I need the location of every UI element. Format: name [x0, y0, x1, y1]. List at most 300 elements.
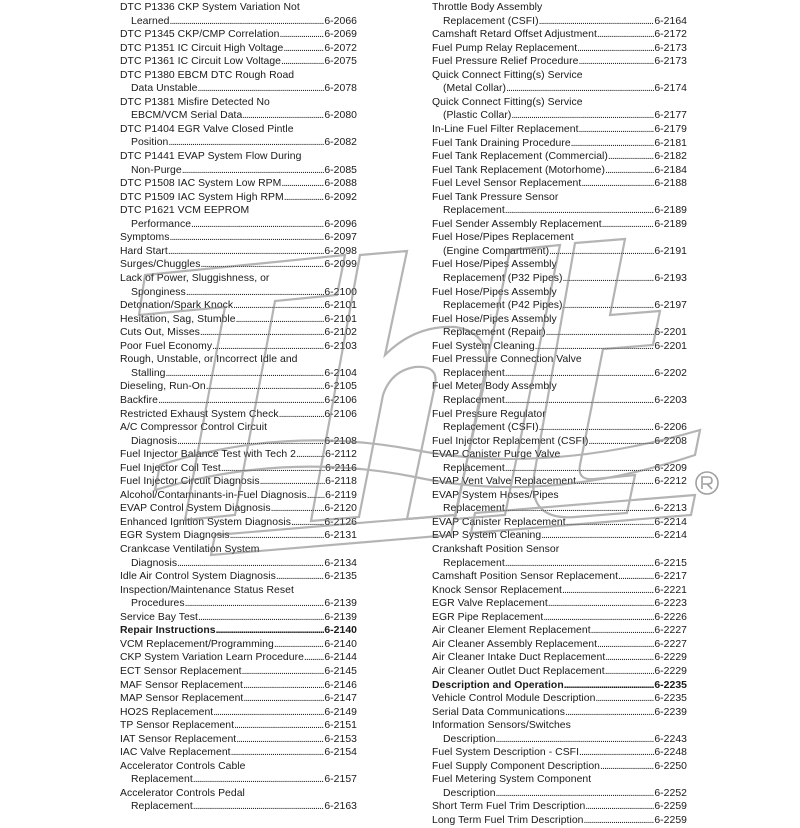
leader-dots [496, 733, 655, 747]
entry-title-line [120, 299, 357, 313]
index-entry-dtc-p1336-ckp-system-variation-not [120, 1, 357, 28]
leader-dots [242, 665, 325, 679]
entry-title: Learned [131, 15, 170, 27]
entry-title-line-wrapped [432, 448, 687, 462]
page-number: 6-2215 [654, 557, 687, 569]
leader-dots [198, 611, 324, 625]
entry-title-line [432, 123, 687, 137]
leader-dots [541, 529, 654, 543]
entry-title-line [432, 218, 687, 232]
entry-title-line [120, 380, 357, 394]
index-entry-knock-sensor-replacement [432, 584, 687, 598]
entry-title-line [120, 28, 357, 42]
entry-title: DTC P1380 EBCM DTC Rough Road [120, 69, 295, 81]
entry-title: Replacement [131, 774, 193, 786]
index-entry-dtc-p1351-ic-circuit-high-voltage [120, 42, 357, 56]
entry-title: Fuel Injector Replacement (CSFI) [432, 435, 589, 447]
page-number: 6-2075 [324, 56, 357, 68]
entry-title: Knock Sensor Replacement [432, 584, 562, 596]
index-entry-rough-unstable-or-incorrect-idle-and [120, 353, 357, 380]
entry-title-line [120, 679, 357, 693]
entry-title: A/C Compressor Control Circuit [120, 422, 268, 434]
entry-title: EBCM/VCM Serial Data [131, 110, 243, 122]
index-entry-fuel-pressure-regulator [432, 408, 687, 435]
entry-title-line [120, 313, 357, 327]
entry-title: Air Cleaner Assembly Replacement [432, 638, 598, 650]
entry-title-line-wrapped [432, 719, 687, 733]
entry-title: Procedures [131, 598, 185, 610]
page-number: 6-2105 [324, 381, 357, 393]
index-entry-ect-sensor-replacement [120, 665, 357, 679]
leader-dots [548, 597, 655, 611]
entry-title-line [120, 136, 357, 150]
index-entry-surges-chuggles [120, 258, 357, 272]
entry-title-line [432, 746, 687, 760]
page-number: 6-2102 [324, 327, 357, 339]
entry-title-line [120, 462, 357, 476]
index-entry-egr-system-diagnosis [120, 529, 357, 543]
entry-title: Crankcase Ventilation System [120, 544, 260, 555]
entry-title-line [120, 800, 357, 814]
entry-title-line-wrapped [432, 353, 687, 367]
page-number: 6-2131 [324, 530, 357, 542]
entry-title-line [120, 611, 357, 625]
entry-title-line [120, 529, 357, 543]
leader-dots [564, 679, 655, 693]
leader-dots [158, 394, 324, 408]
page-number: 6-2146 [324, 679, 357, 691]
entry-title: DTC P1351 IC Circuit High Voltage [120, 42, 284, 54]
entry-title: TP Sensor Replacement [120, 720, 235, 732]
page-number: 6-2259 [654, 815, 687, 826]
entry-title: Replacement [443, 205, 505, 217]
index-entry-iac-valve-replacement [120, 746, 357, 760]
entry-title: Hesitation, Sag, Stumble [120, 313, 236, 325]
page-number: 6-2206 [654, 422, 687, 434]
page-number: 6-2179 [654, 123, 687, 135]
entry-title-line [432, 204, 687, 218]
entry-title: (Plastic Collar) [443, 110, 512, 122]
leader-dots [563, 272, 655, 286]
entry-title-line [432, 760, 687, 774]
leader-dots [234, 719, 324, 733]
page-number: 6-2097 [324, 232, 357, 244]
page-number: 6-2139 [324, 598, 357, 610]
page-number: 6-2140 [324, 625, 357, 637]
entry-title-line [120, 665, 357, 679]
index-entry-vcm-replacement-programming [120, 638, 357, 652]
entry-title: IAC Valve Replacement [120, 747, 231, 759]
leader-dots [597, 638, 654, 652]
leader-dots [284, 191, 325, 205]
entry-title: Lack of Power, Sluggishness, or [120, 273, 270, 284]
leader-dots [578, 55, 654, 69]
page-number: 6-2096 [324, 218, 357, 230]
index-entry-evap-canister-replacement [432, 516, 687, 530]
leader-dots [279, 408, 325, 422]
index-entry-symptoms [120, 231, 357, 245]
index-entry-dtc-p1404-egr-valve-closed-pintle [120, 123, 357, 150]
index-entry-information-sensors-switches [432, 719, 687, 746]
page-number: 6-2197 [654, 300, 687, 312]
index-entry-quick-connect-fitting-s-service [432, 69, 687, 96]
page-number: 6-2149 [324, 706, 357, 718]
leader-dots [579, 123, 655, 137]
page-number: 6-2140 [324, 638, 357, 650]
page-number: 6-2221 [654, 584, 687, 596]
entry-title: DTC P1441 EVAP System Flow During [120, 151, 302, 163]
entry-title: DTC P1336 CKP System Variation Not [120, 2, 300, 13]
entry-title-line [120, 340, 357, 354]
leader-dots [198, 82, 325, 96]
page-number: 6-2172 [654, 29, 687, 41]
leader-dots [307, 489, 325, 503]
entry-title: MAP Sensor Replacement [120, 693, 244, 705]
index-entry-map-sensor-replacement [120, 692, 357, 706]
entry-title-line [120, 164, 357, 178]
page-number: 6-2248 [654, 747, 687, 759]
page-number: 6-2120 [324, 503, 357, 515]
index-entry-serial-data-communications [432, 706, 687, 720]
leader-dots [600, 760, 654, 774]
entry-title: Sponginess [131, 286, 186, 298]
entry-title: Data Unstable [131, 83, 198, 95]
entry-title-line-wrapped [432, 231, 687, 245]
entry-title: IAT Sensor Replacement [120, 733, 237, 745]
index-entry-backfire [120, 394, 357, 408]
index-entry-idle-air-control-system-diagnosis [120, 570, 357, 584]
index-entry-throttle-body-assembly [432, 1, 687, 28]
leader-dots [281, 177, 324, 191]
entry-title: Quick Connect Fitting(s) Service [432, 96, 583, 108]
registered-mark-icon [696, 472, 718, 494]
leader-dots [260, 475, 326, 489]
entry-title: Hard Start [120, 245, 168, 257]
entry-title: Information Sensors/Switches [432, 720, 571, 732]
page-number: 6-2202 [654, 367, 687, 379]
entry-title: DTC P1508 IAC System Low RPM [120, 178, 282, 190]
leader-dots [597, 28, 654, 42]
leader-dots [168, 245, 324, 259]
entry-title-line [120, 367, 357, 381]
entry-title-line [120, 773, 357, 787]
entry-title: Accelerator Controls Pedal [120, 787, 245, 799]
index-entry-in-line-fuel-filter-replacement [432, 123, 687, 137]
entry-title: EGR Pipe Replacement [432, 611, 544, 623]
index-entry-evap-vent-valve-replacement [432, 475, 687, 489]
entry-title-line-wrapped [120, 421, 357, 435]
leader-dots [505, 502, 655, 516]
entry-title: Fuel Hose/Pipes Replacement [432, 232, 574, 244]
index-entry-hard-start [120, 245, 357, 259]
entry-title-line [432, 787, 687, 801]
entry-title: Diagnosis [131, 435, 178, 447]
index-entry-dtc-p1509-iac-system-high-rpm [120, 191, 357, 205]
leader-dots [230, 529, 325, 543]
entry-title-line [432, 42, 687, 56]
leader-dots [546, 326, 655, 340]
entry-title-line [432, 529, 687, 543]
page-number: 6-2189 [654, 205, 687, 217]
entry-title-line [120, 191, 357, 205]
entry-title: In-Line Fuel Filter Replacement [432, 123, 579, 135]
leader-dots [243, 692, 324, 706]
index-entry-fuel-injector-balance-test-with-tech-2 [120, 448, 357, 462]
index-entry-egr-pipe-replacement [432, 611, 687, 625]
entry-title: Repair Instructions [120, 625, 216, 637]
leader-dots [168, 136, 324, 150]
page-number: 6-2153 [324, 733, 357, 745]
index-entry-fuel-tank-replacement-motorhome [432, 164, 687, 178]
page-number: 6-2243 [654, 733, 687, 745]
entry-title-line [432, 394, 687, 408]
entry-title-line-wrapped [432, 313, 687, 327]
index-entry-dtc-p1508-iac-system-low-rpm [120, 177, 357, 191]
entry-title-line [120, 719, 357, 733]
entry-title-line-wrapped [432, 408, 687, 422]
index-entry-accelerator-controls-cable [120, 760, 357, 787]
entry-title: Fuel Pump Relay Replacement [432, 42, 578, 54]
entry-title: Replacement (CSFI) [443, 15, 539, 27]
entry-title-line [432, 624, 687, 638]
index-entry-dieseling-run-on [120, 380, 357, 394]
entry-title: EVAP Vent Valve Replacement [432, 476, 577, 488]
entry-title: Description and Operation [432, 679, 564, 691]
leader-dots [276, 570, 325, 584]
entry-title: VCM Replacement/Programming [120, 638, 274, 650]
index-entry-lack-of-power-sluggishness-or [120, 272, 357, 299]
page-number: 6-2239 [654, 706, 687, 718]
leader-dots [186, 286, 325, 300]
entry-title: Serial Data Communications [432, 706, 565, 718]
leader-dots [191, 218, 324, 232]
entry-title: DTC P1345 CKP/CMP Correlation [120, 29, 280, 41]
entry-title-line [432, 611, 687, 625]
index-entry-description-and-operation [432, 679, 687, 693]
page-number: 6-2085 [324, 164, 357, 176]
index-entry-dtc-p1621-vcm-eeprom [120, 204, 357, 231]
leader-dots [193, 773, 325, 787]
page-number: 6-2147 [324, 693, 357, 705]
entry-title: EGR Valve Replacement [432, 598, 548, 610]
leader-dots [505, 394, 655, 408]
index-entry-a-c-compressor-control-circuit [120, 421, 357, 448]
index-entry-fuel-tank-draining-procedure [432, 137, 687, 151]
leader-dots [535, 340, 655, 354]
leader-dots [304, 651, 324, 665]
entry-title: Fuel System Description - CSFI [432, 747, 580, 759]
page-number: 6-2181 [654, 137, 687, 149]
entry-title-line [120, 557, 357, 571]
page-number: 6-2177 [654, 110, 687, 122]
page-number: 6-2235 [654, 693, 687, 705]
entry-title: CKP System Variation Learn Procedure [120, 652, 304, 664]
index-entry-fuel-supply-component-description [432, 760, 687, 774]
leader-dots [584, 814, 655, 828]
entry-title: Non-Purge [131, 164, 182, 176]
entry-title-line [120, 109, 357, 123]
index-entry-fuel-hose-pipes-replacement [432, 231, 687, 258]
entry-title: HO2S Replacement [120, 706, 214, 718]
index-entry-alcohol-contaminants-in-fuel-diagnosis [120, 489, 357, 503]
entry-title: Replacement [443, 557, 505, 569]
entry-title: Replacement (P32 Pipes) [443, 272, 563, 284]
page-number: 6-2139 [324, 611, 357, 623]
entry-title: Fuel Supply Component Description [432, 760, 600, 772]
index-entry-detonation-spark-knock [120, 299, 357, 313]
entry-title: EVAP Canister Purge Valve [432, 449, 561, 461]
entry-title-line [120, 475, 357, 489]
entry-title: Enhanced Ignition System Diagnosis [120, 516, 291, 528]
page-number: 6-2151 [324, 720, 357, 732]
entry-title: (Engine Compartment) [443, 245, 550, 257]
entry-title: Diagnosis [131, 557, 178, 569]
entry-title-line [120, 82, 357, 96]
entry-title: ECT Sensor Replacement [120, 665, 242, 677]
entry-title-line [432, 679, 687, 693]
entry-title-line-wrapped [120, 204, 357, 218]
leader-dots [577, 42, 654, 56]
entry-title-line [432, 326, 687, 340]
index-entry-fuel-meter-body-assembly [432, 380, 687, 407]
index-entry-evap-canister-purge-valve [432, 448, 687, 475]
leader-dots [539, 15, 655, 29]
page-number: 6-2078 [324, 83, 357, 95]
entry-title: (Metal Collar) [443, 83, 507, 95]
index-entry-maf-sensor-replacement [120, 679, 357, 693]
leader-dots [182, 164, 325, 178]
leader-dots [591, 624, 655, 638]
entry-title: DTC P1404 EGR Valve Closed Pintle [120, 123, 294, 135]
entry-title-line [432, 272, 687, 286]
page-number: 6-2182 [654, 151, 687, 163]
leader-dots [505, 462, 655, 476]
entry-title-line [120, 448, 357, 462]
index-entry-egr-valve-replacement [432, 597, 687, 611]
page-number: 6-2259 [654, 801, 687, 813]
entry-title: Fuel System Cleaning [432, 340, 535, 352]
entry-title: Fuel Hose/Pipes Assembly [432, 286, 557, 298]
entry-title: Fuel Hose/Pipes Assembly [432, 313, 557, 325]
leader-dots [563, 299, 655, 313]
page-number: 6-2126 [324, 516, 357, 528]
leader-dots [242, 109, 324, 123]
entry-title: Short Term Fuel Trim Description [432, 801, 586, 813]
page-number: 6-2189 [654, 218, 687, 230]
leader-dots [177, 435, 324, 449]
page-number: 6-2164 [654, 15, 687, 27]
entry-title-line [432, 597, 687, 611]
entry-title-line [432, 367, 687, 381]
entry-title-line [432, 340, 687, 354]
entry-title-line-wrapped [432, 1, 687, 15]
leader-dots [505, 204, 655, 218]
entry-title: Crankshaft Position Sensor [432, 544, 560, 555]
leader-dots [505, 367, 655, 381]
entry-title-line [432, 733, 687, 747]
page-number: 6-2116 [325, 462, 357, 474]
page-number: 6-2226 [654, 611, 687, 623]
page-number: 6-2099 [324, 259, 357, 271]
entry-title: Description [443, 787, 496, 799]
index-entry-vehicle-control-module-description [432, 692, 687, 706]
leader-dots [221, 462, 325, 476]
page-number: 6-2235 [654, 679, 687, 691]
index-entry-fuel-injector-circuit-diagnosis [120, 475, 357, 489]
index-entry-crankcase-ventilation-system [120, 543, 357, 570]
entry-title-line-wrapped [432, 489, 687, 503]
leader-dots [236, 313, 325, 327]
entry-title-line [432, 692, 687, 706]
entry-title-line [120, 651, 357, 665]
index-entry-short-term-fuel-trim-description [432, 800, 687, 814]
entry-title-line [432, 177, 687, 191]
entry-title-line [120, 435, 357, 449]
leader-dots [496, 787, 655, 801]
leader-dots [595, 692, 654, 706]
entry-title: Fuel Metering System Component [432, 774, 592, 786]
entry-title: Camshaft Position Sensor Replacement [432, 571, 619, 583]
entry-title-line [120, 502, 357, 516]
entry-title-line [120, 746, 357, 760]
entry-title: EGR System Diagnosis [120, 530, 230, 542]
entry-title-line [432, 109, 687, 123]
page-number: 6-2208 [654, 435, 687, 447]
page-number: 6-2144 [324, 652, 357, 664]
entry-title-line-wrapped [120, 787, 357, 801]
entry-title-line [120, 706, 357, 720]
entry-title: Fuel Tank Replacement (Commercial) [432, 151, 608, 163]
index-entry-dtc-p1361-ic-circuit-low-voltage [120, 55, 357, 69]
page-number: 6-2082 [324, 137, 357, 149]
entry-title: Inspection/Maintenance Status Reset [120, 584, 294, 596]
leader-dots [283, 42, 324, 56]
page-number: 6-2157 [324, 774, 357, 786]
entry-title: DTC P1509 IAC System High RPM [120, 191, 284, 203]
index-entry-tp-sensor-replacement [120, 719, 357, 733]
leader-dots [576, 475, 654, 489]
index-entry-fuel-system-cleaning [432, 340, 687, 354]
page-number: 6-2174 [654, 83, 687, 95]
entry-title: Air Cleaner Element Replacement [432, 625, 591, 637]
index-entry-fuel-tank-replacement-commercial [432, 150, 687, 164]
entry-title: Idle Air Control System Diagnosis [120, 571, 276, 583]
entry-title: DTC P1361 IC Circuit Low Voltage [120, 56, 281, 68]
leader-dots [585, 800, 654, 814]
entry-title-line [432, 557, 687, 571]
entry-title: Air Cleaner Outlet Duct Replacement [432, 665, 605, 677]
entry-title: Rough, Unstable, or Incorrect Idle and [120, 354, 298, 366]
leader-dots [605, 651, 654, 665]
leader-dots [206, 380, 325, 394]
entry-title-line [120, 570, 357, 584]
index-entry-fuel-pressure-connection-valve [432, 353, 687, 380]
entry-title: MAF Sensor Replacement [120, 679, 243, 691]
entry-title: Replacement [131, 801, 193, 813]
entry-title: Backfire [120, 394, 158, 406]
leader-dots [506, 82, 654, 96]
entry-title-line [432, 435, 687, 449]
entry-title: DTC P1381 Misfire Detected No [120, 96, 270, 108]
entry-title: Surges/Chuggles [120, 259, 201, 271]
entry-title-line [432, 665, 687, 679]
leader-dots [291, 516, 324, 530]
leader-dots [579, 746, 654, 760]
leader-dots [236, 733, 324, 747]
leader-dots [280, 28, 325, 42]
entry-title-line [120, 245, 357, 259]
entry-title: Stalling [131, 367, 166, 379]
